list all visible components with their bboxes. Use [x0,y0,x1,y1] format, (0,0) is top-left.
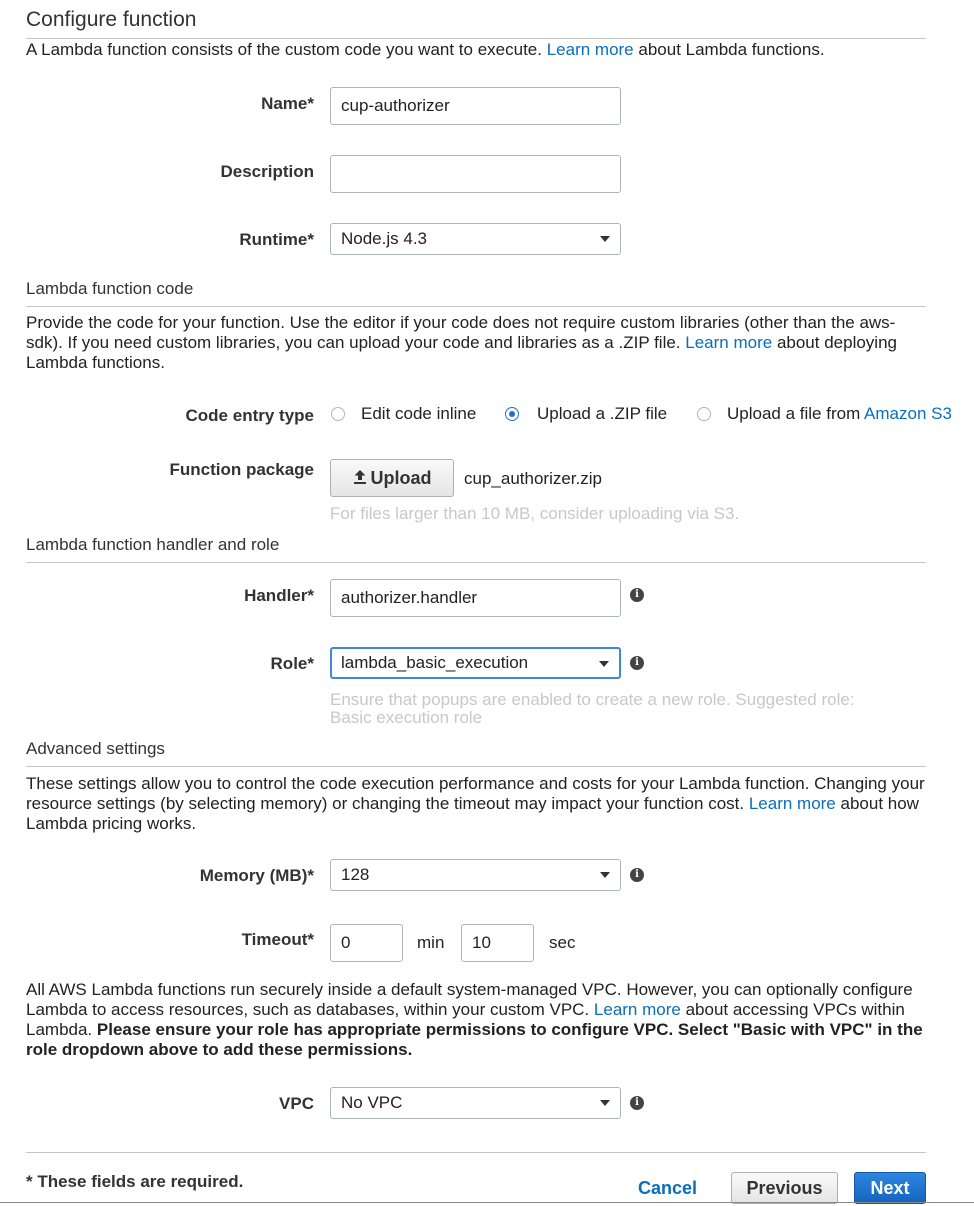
code-section-description [26,313,931,373]
advanced-section-divider [26,766,926,767]
runtime-label: Runtime* [239,230,314,249]
description-input[interactable] [330,155,621,193]
minutes-unit-label: min [417,933,445,952]
info-icon[interactable]: i [630,588,644,602]
package-hint: For files larger than 10 MB, consider uploading via S3. [330,504,740,523]
advanced-desc-text: These settings allow you to control the code execution performance and costs for your Lambda function. Changing your resource settings (by selecting memory) or changing the timeout may impact your function cost. [26,774,925,813]
code-desc-text-end: about deploying Lambda functions. [26,333,897,372]
timeout-seconds-input[interactable] [461,924,534,962]
info-icon[interactable]: i [630,868,644,882]
handler-section-divider [26,562,926,563]
vpc-learn-more-link[interactable]: Learn more [593,1000,681,1019]
timeout-minutes-input[interactable] [330,924,403,962]
vpc-permissions-warning: Please ensure your role has appropriate permissions to configure VPC. Select "Basic with VPC" in the role dropdown above to add these permissions. [26,1020,923,1059]
code-section-heading: Lambda function code [26,279,194,298]
advanced-desc-text-end: about how Lambda pricing works. [26,794,919,833]
next-button[interactable]: Next [854,1172,926,1204]
upload-button-label: Upload [370,468,432,488]
role-value: lambda_basic_execution [341,653,529,672]
page-bottom-border [0,1202,974,1203]
upload-icon [353,469,367,485]
function-package-label: Function package [169,460,314,479]
name-label: Name* [261,94,314,113]
title-divider [26,38,926,39]
required-fields-note: * These fields are required. [26,1172,244,1191]
handler-section-heading: Lambda function handler and role [26,535,280,554]
page-intro [26,40,931,60]
cancel-link[interactable]: Cancel [638,1178,698,1198]
role-hint-line-1: Ensure that popups are enabled to create a new role. Suggested role: [330,690,855,709]
role-select[interactable] [330,647,621,679]
upload-button[interactable] [330,459,454,497]
chevron-down-icon [600,1100,610,1106]
memory-label: Memory (MB)* [199,866,314,885]
vpc-desc-text-mid: about accessing VPCs within Lambda. [26,1000,905,1039]
footer-divider [26,1152,926,1153]
seconds-unit-label: sec [549,933,576,952]
advanced-section-heading: Advanced settings [26,739,165,758]
role-hint [330,691,855,727]
memory-value: 128 [341,865,370,884]
info-icon[interactable]: i [630,1096,644,1110]
runtime-select[interactable] [330,223,621,255]
runtime-value: Node.js 4.3 [341,229,427,248]
name-input[interactable] [330,87,621,125]
previous-button[interactable]: Previous [731,1172,838,1204]
vpc-description [26,980,931,1060]
chevron-down-icon [600,236,610,242]
radio-upload-zip[interactable] [505,407,519,421]
memory-select[interactable] [330,859,621,891]
code-learn-more-link[interactable]: Learn more [685,333,773,352]
uploaded-file-name: cup_authorizer.zip [464,469,602,488]
option-upload-s3-label[interactable] [727,404,952,424]
option-upload-zip-label[interactable]: Upload a .ZIP file [537,404,668,423]
advanced-section-description [26,774,931,834]
role-hint-line-2: Basic execution role [330,708,483,727]
intro-learn-more-link[interactable]: Learn more [546,40,634,59]
radio-upload-s3[interactable] [697,407,711,421]
vpc-select[interactable] [330,1087,621,1119]
page-title: Configure function [26,8,197,31]
vpc-value: No VPC [341,1093,403,1112]
chevron-down-icon [599,661,609,667]
role-label: Role* [270,654,314,673]
code-entry-type-label: Code entry type [185,406,314,425]
intro-text-end: about Lambda functions. [638,40,825,59]
vpc-label: VPC [279,1094,314,1113]
intro-text: A Lambda function consists of the custom code you want to execute. [26,40,542,59]
code-desc-text: Provide the code for your function. Use the editor if your code does not require custom libraries (other than the aws-sdk). If you need custom libraries, you can upload your code and libraries as a .ZIP file. [26,313,896,352]
pricing-learn-more-link[interactable]: Learn more [748,794,836,813]
code-section-divider [26,306,926,307]
vpc-desc-text: All AWS Lambda functions run securely inside a default system-managed VPC. However, you can optionally configure Lambda to access resources, such as databases, within your custom VPC. [26,980,913,1019]
info-icon[interactable]: i [630,656,644,670]
radio-edit-inline[interactable] [331,407,345,421]
chevron-down-icon [600,872,610,878]
description-label: Description [220,162,314,181]
handler-input[interactable] [330,579,621,617]
option-edit-inline-label[interactable]: Edit code inline [361,404,477,423]
amazon-s3-link[interactable]: Amazon S3 [864,404,952,423]
timeout-label: Timeout* [241,930,314,949]
option-upload-s3-text: Upload a file from [727,404,861,423]
handler-label: Handler* [244,586,314,605]
